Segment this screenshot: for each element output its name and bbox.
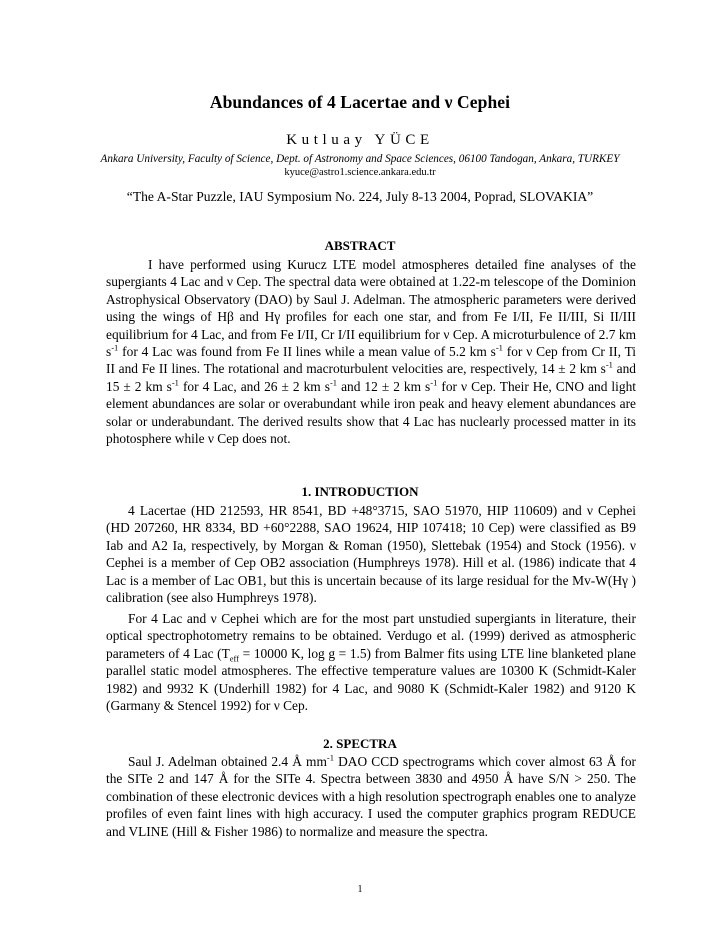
introduction-paragraph-1: 4 Lacertae (HD 212593, HR 8541, BD +48°3715, SAO 51970, HIP 110609) and ν Cephei (HD 207260, HR 8334, BD +60°2288, SAO 19624, HIP 107418; 10 Cep) were classified as B9 Iab and A2 Ia, respectively, by Morgan & Roman (1950), Slettebak (1954) and Stock (1956). ν Cephei is a member of Cep OB2 association (Humphreys 1978). Hill et al. (1986) indicate that 4 Lac is a member of Lac OB1, but this is uncertain because of its large residual for the Mv-W(Hγ ) calibration (see also Humphreys 1978). [106, 503, 636, 606]
introduction-heading: 1. INTRODUCTION [301, 484, 419, 499]
conference-line: “The A-Star Puzzle, IAU Symposium No. 224, July 8-13 2004, Poprad, SLOVAKIA” [126, 189, 594, 204]
page-number: 1 [357, 884, 363, 895]
author-name: Kutluay YÜCE [286, 132, 434, 148]
author-email[interactable]: kyuce@astro1.science.ankara.edu.tr [284, 167, 436, 178]
abstract-paragraph: I have performed using Kurucz LTE model atmospheres detailed fine analyses of the supergiants 4 Lac and ν Cep. The spectral data were obtained at 1.22-m telescope of the Dominion Astrophysical Observatory (DAO) by Saul J. Adelman. The atmospheric parameters were derived using the wings of Hβ and Hγ profiles for each one star, and from Fe I/II, Fe II/III, Si II/III equilibrium for 4 Lac, and from Fe I/II, Cr I/II equilibrium for ν Cep. A microturbulence of 2.7 km $s^{-1}$ for 4 Lac was found from Fe II lines while a mean value of 5.2 km $s^{-1}$ for ν Cep from Cr II, Ti II and Fe II lines. The rotational and macroturbulent velocities are, respectively, 14 ± 2 km $s^{-1}$ and 15 ± 2 km $s^{-1}$ for 4 Lac, and 26 ± 2 km $s^{-1}$ and 12 ± 2 km $s^{-1}$ for ν Cep. Their He, CNO and light element abundances are solar or overabundant while iron peak and heavy element abundances are solar or underabundant. The derived results show that 4 Lac has nuclearly processed matter in its photosphere while ν Cep does not. [106, 257, 636, 447]
author-affiliation: Ankara University, Faculty of Science, Dept. of Astronomy and Space Sciences, 06100 Tandogan, Ankara, TURKEY [100, 153, 620, 165]
abstract-heading: ABSTRACT [324, 238, 396, 253]
introduction-paragraph-2: For 4 Lac and ν Cephei which are for the most part unstudied supergiants in literature, their optical spectrophotometry remains to be obtained. Verdugo et al. (1999) derived as atmospheric parameters of 4 Lac ($T_{eff} = 10000$ K, log g = 1.5) from Balmer fits using LTE line blanketed plane parallel static model atmospheres. The effective temperature values are 10300 K (Schmidt-Kaler 1982) and 9932 K (Underhill 1982) for 4 Lac, and 9080 K (Schmidt-Kaler 1982) and 9120 K (Garmany & Stencel 1992) for ν Cep. [106, 611, 636, 714]
spectra-paragraph: Saul J. Adelman obtained 2.4 Å $mm^{-1}$ DAO CCD spectrograms which cover almost 63 Å for the SITe 2 and 147 Å for the SITe 4. Spectra between 3830 and 4950 Å have S/N > 250. The combination of these electronic devices with a high resolution spectrograph enables one to analyze profiles of even faint lines with high accuracy. I used the computer graphics program REDUCE and VLINE (Hill & Fisher 1986) to normalize and measure the spectra. [106, 752, 636, 839]
spectra-heading: 2. SPECTRA [323, 736, 397, 751]
paper-title: Abundances of 4 Lacertae and ν Cephei [209, 92, 511, 112]
